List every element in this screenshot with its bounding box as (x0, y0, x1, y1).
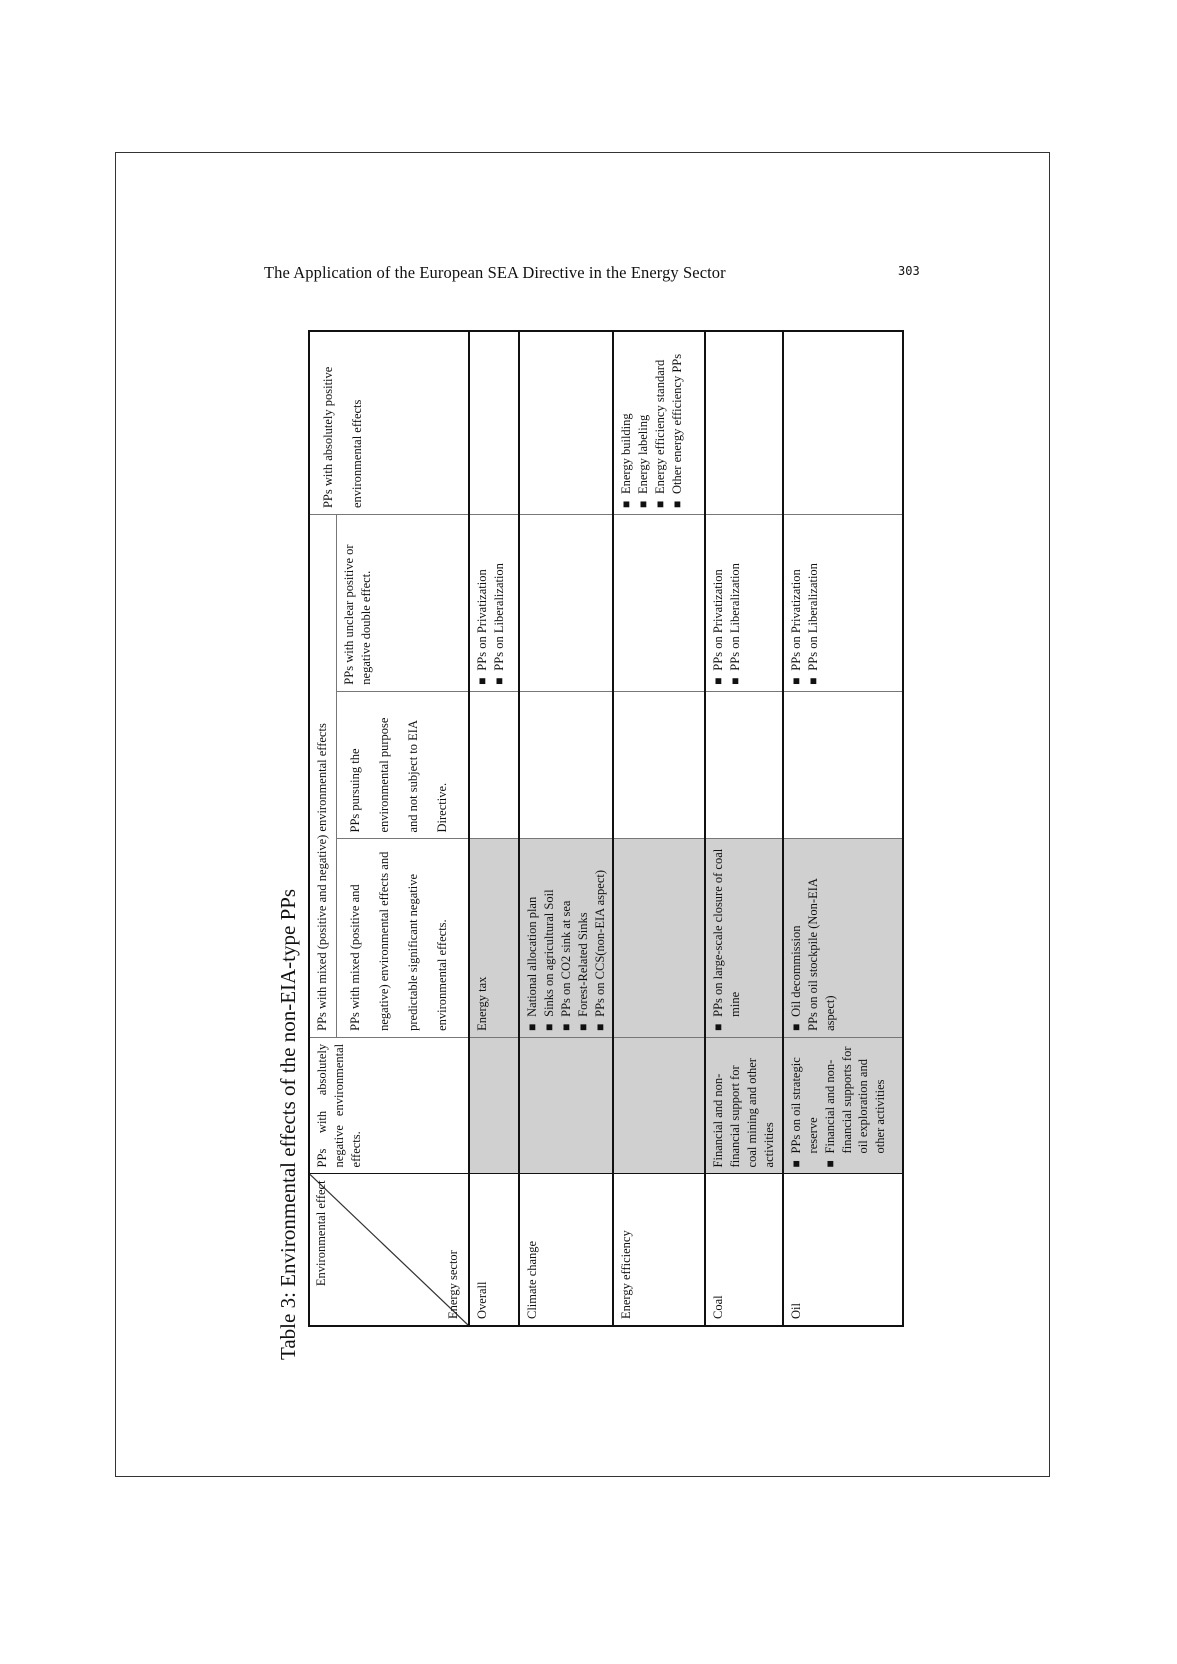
list-item: ■ Oil decommission (788, 846, 805, 1031)
corner-label-effect: Environmental effect (314, 1180, 328, 1287)
cell-unclear (783, 515, 903, 692)
cell-absolutely-negative (705, 1037, 783, 1174)
header-unclear: PPs with unclear positive or negative double effect. (337, 515, 469, 692)
list-item: PPs on oil stockpile (Non-EIA aspect) (805, 878, 837, 1031)
cell-env-purpose (783, 691, 903, 839)
item-list (618, 338, 686, 508)
page-number: 303 (898, 264, 920, 278)
table-body (469, 331, 903, 1326)
list-item: ■ Sinks on agricultural Soil (541, 846, 558, 1031)
item-list (710, 846, 744, 1031)
item-list (474, 846, 491, 1031)
list-item: ■ Other energy efficiency PPs (669, 338, 686, 508)
list-item: ■ Energy building (618, 338, 635, 508)
list-item: ■ Energy efficiency standard (652, 338, 669, 508)
list-item: ■ Forest-Related Sinks (575, 846, 592, 1031)
corner-header-cell (309, 1174, 469, 1326)
running-head: The Application of the European SEA Directive in the Energy Sector (264, 263, 726, 282)
list-item: ■ PPs on CCS(non-EIA aspect) (592, 846, 609, 1031)
list-item: ■ Energy labeling (635, 338, 652, 508)
list-item: ■ PPs on CO2 sink at sea (558, 846, 575, 1031)
cell-absolutely-negative (613, 1037, 705, 1174)
cell-env-purpose (519, 691, 613, 839)
list-item: ■ Financial and non-financial supports for oil exploration and other activities (822, 1044, 890, 1168)
item-list (788, 1044, 889, 1168)
cell-absolutely-negative (519, 1037, 613, 1174)
item-list (710, 521, 744, 685)
cell-mixed-predictable (705, 839, 783, 1037)
header-absolutely-positive: PPs with absolutely positive environmental effects (309, 331, 469, 515)
sector-cell: Climate change (519, 1174, 613, 1326)
cell-mixed-predictable (613, 839, 705, 1037)
list-item: ■ PPs on Liberalization (491, 521, 508, 685)
item-list (788, 846, 839, 1031)
table-caption: Table 3: Environmental effects of the non-EIA-type PPs (276, 888, 300, 1360)
cell-mixed-predictable (469, 839, 519, 1037)
cell-env-purpose (469, 691, 519, 839)
cell-unclear (705, 515, 783, 692)
cell-absolutely-negative (783, 1037, 903, 1174)
header-mixed-group: PPs with mixed (positive and negative) environmental effects (309, 515, 337, 1038)
corner-label-sector: Energy sector (446, 1250, 461, 1319)
list-item: ■ PPs on Privatization (710, 521, 727, 685)
cell-absolutely-positive (469, 331, 519, 515)
item-list (474, 521, 508, 685)
cell-absolutely-negative (469, 1037, 519, 1174)
cell-mixed-predictable (519, 839, 613, 1037)
sector-cell: Energy efficiency (613, 1174, 705, 1326)
table-row (469, 331, 519, 1326)
cell-env-purpose (613, 691, 705, 839)
table-row (613, 331, 705, 1326)
table-row (519, 331, 613, 1326)
header-absolutely-negative: PPs with absolutely negative environmental effects. (309, 1037, 469, 1174)
list-item: ■ PPs on large-scale closure of coal mine (710, 846, 744, 1031)
list-item: ■ PPs on oil strategic reserve (788, 1044, 822, 1168)
sector-cell: Coal (705, 1174, 783, 1326)
item-list (788, 521, 822, 685)
table-row (705, 331, 783, 1326)
header-mixed-predictable: PPs with mixed (positive and negative) environmental effects and predictable significant negative environmental effects. (337, 839, 469, 1037)
list-item: Financial and non-financial support for coal mining and other activities (711, 1058, 776, 1168)
cell-mixed-predictable (783, 839, 903, 1037)
item-list (524, 846, 608, 1031)
rotated-table-block (268, 330, 918, 1360)
item-list (710, 1044, 778, 1168)
cell-absolutely-positive (519, 331, 613, 515)
cell-absolutely-positive (613, 331, 705, 515)
cell-unclear (519, 515, 613, 692)
cell-env-purpose (705, 691, 783, 839)
table-row (783, 331, 903, 1326)
cell-unclear (469, 515, 519, 692)
sector-cell: Overall (469, 1174, 519, 1326)
list-item: ■ National allocation plan (524, 846, 541, 1031)
sector-cell: Oil (783, 1174, 903, 1326)
list-item: ■ PPs on Privatization (474, 521, 491, 685)
list-item: Energy tax (475, 976, 489, 1031)
list-item: ■ PPs on Privatization (788, 521, 805, 685)
list-item: ■ PPs on Liberalization (805, 521, 822, 685)
list-item: ■ PPs on Liberalization (727, 521, 744, 685)
cell-unclear (613, 515, 705, 692)
effects-table (308, 330, 904, 1327)
header-env-purpose: PPs pursuing the environmental purpose and not subject to EIA Directive. (337, 691, 469, 839)
cell-absolutely-positive (783, 331, 903, 515)
cell-absolutely-positive (705, 331, 783, 515)
